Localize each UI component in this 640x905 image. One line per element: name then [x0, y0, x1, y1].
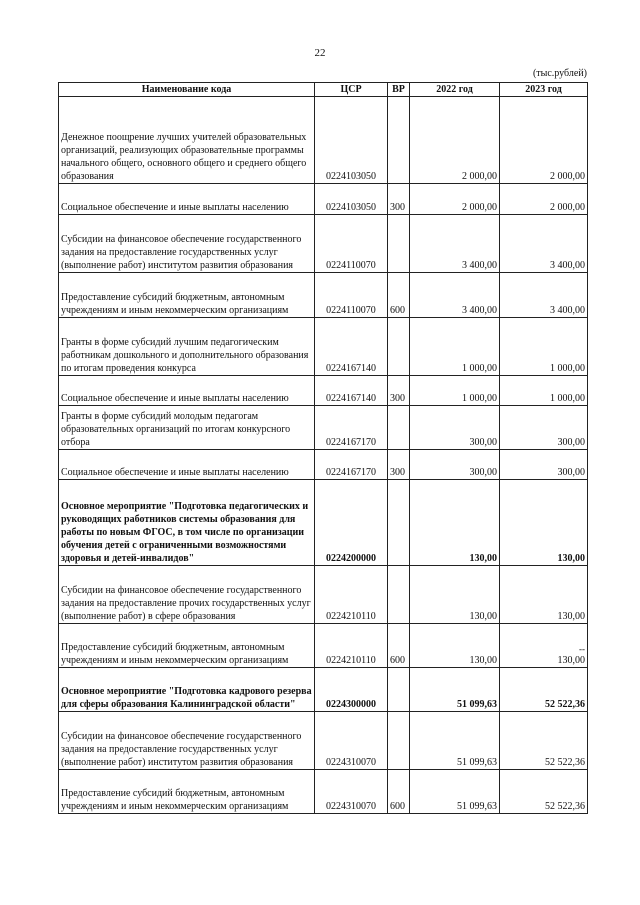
- table-header-row: [59, 83, 588, 97]
- row-csr: 0224110070: [315, 273, 388, 318]
- row-csr: 0224310070: [315, 712, 388, 770]
- header-2022: 2022 год: [410, 83, 500, 97]
- row-vr: 600: [388, 770, 410, 814]
- table-row: [59, 97, 588, 184]
- row-csr: 0224110070: [315, 215, 388, 273]
- row-2022: 1 000,00: [410, 318, 500, 376]
- row-vr: [388, 318, 410, 376]
- header-2023: 2023 год: [500, 83, 588, 97]
- row-2022: 51 099,63: [410, 712, 500, 770]
- row-name: Денежное поощрение лучших учителей образовательных организаций, реализующих образовательные программы начального общего, основного общего и среднего общего образования: [59, 97, 315, 184]
- page-number: 22: [314, 47, 326, 59]
- row-csr: 0224103050: [315, 184, 388, 215]
- row-csr: 0224210110: [315, 566, 388, 624]
- row-name: Субсидии на финансовое обеспечение государственного задания на предоставление государственных услуг (выполнение работ) институтом развития образования: [59, 215, 315, 273]
- row-2022: 1 000,00: [410, 376, 500, 406]
- row-2023: [500, 624, 588, 668]
- row-2023: 52 522,36: [500, 770, 588, 814]
- row-2023: 2 000,00: [500, 97, 588, 184]
- table-row: [59, 712, 588, 770]
- table-row: [59, 770, 588, 814]
- row-2022: 3 400,00: [410, 215, 500, 273]
- table-row: [59, 566, 588, 624]
- row-2023-value: 130,00: [557, 655, 585, 666]
- table-row: [59, 624, 588, 668]
- header-csr: ЦСР: [315, 83, 388, 97]
- row-vr: [388, 566, 410, 624]
- row-2022: 130,00: [410, 624, 500, 668]
- row-name: Предоставление субсидий бюджетным, автономным учреждениям и иным некоммерческим организациям: [59, 624, 315, 668]
- table-row: [59, 273, 588, 318]
- row-2023: 2 000,00: [500, 184, 588, 215]
- row-name: Социальное обеспечение и иные выплаты населению: [59, 376, 315, 406]
- row-vr: [388, 668, 410, 712]
- table-row: [59, 318, 588, 376]
- table-row: [59, 376, 588, 406]
- units-label: (тыс.рублей): [532, 68, 587, 79]
- row-name: Предоставление субсидий бюджетным, автономным учреждениям и иным некоммерческим организациям: [59, 770, 315, 814]
- row-vr: [388, 97, 410, 184]
- row-2023: 3 400,00: [500, 273, 588, 318]
- row-csr: 0224167140: [315, 376, 388, 406]
- row-2022: 51 099,63: [410, 668, 500, 712]
- row-csr: 0224210110: [315, 624, 388, 668]
- row-name: Предоставление субсидий бюджетным, автономным учреждениям и иным некоммерческим организациям: [59, 273, 315, 318]
- row-2022: 3 400,00: [410, 273, 500, 318]
- dash-mark: --: [579, 644, 585, 654]
- row-2022: 130,00: [410, 480, 500, 566]
- row-vr: [388, 712, 410, 770]
- row-name: Субсидии на финансовое обеспечение государственного задания на предоставление государственных услуг (выполнение работ) институтом развития образования: [59, 712, 315, 770]
- table-row: [59, 450, 588, 480]
- row-2023: 3 400,00: [500, 215, 588, 273]
- row-2022: 300,00: [410, 406, 500, 450]
- row-csr: 0224200000: [315, 480, 388, 566]
- header-vr: ВР: [388, 83, 410, 97]
- row-name: Гранты в форме субсидий молодым педагогам образовательных организаций по итогам конкурсного отбора: [59, 406, 315, 450]
- row-2023: 130,00: [500, 566, 588, 624]
- row-name: Основное мероприятие "Подготовка педагогических и руководящих работников системы образования для работы по новым ФГОС, в том числе по организации обучения детей с ограниченными возможностями здоровья и детей-инвалидов": [59, 480, 315, 566]
- row-csr: 0224167140: [315, 318, 388, 376]
- table-row: [59, 184, 588, 215]
- header-name: Наименование кода: [59, 83, 315, 97]
- row-2023: 1 000,00: [500, 376, 588, 406]
- row-vr: 300: [388, 376, 410, 406]
- table-row: [59, 668, 588, 712]
- row-csr: 0224310070: [315, 770, 388, 814]
- row-2023: 300,00: [500, 406, 588, 450]
- table-row: [59, 480, 588, 566]
- row-name: Социальное обеспечение и иные выплаты населению: [59, 450, 315, 480]
- row-name: Гранты в форме субсидий лучшим педагогическим работникам дошкольного и дополнительного образования по итогам проведения конкурса: [59, 318, 315, 376]
- row-vr: [388, 480, 410, 566]
- row-csr: 0224300000: [315, 668, 388, 712]
- table-row: [59, 406, 588, 450]
- row-2023: 300,00: [500, 450, 588, 480]
- row-name: Основное мероприятие "Подготовка кадрового резерва для сферы образования Калининградской области": [59, 668, 315, 712]
- table-row: [59, 215, 588, 273]
- row-2022: 300,00: [410, 450, 500, 480]
- row-2023: 52 522,36: [500, 668, 588, 712]
- row-vr: 600: [388, 624, 410, 668]
- row-csr: 0224103050: [315, 97, 388, 184]
- row-2022: 2 000,00: [410, 184, 500, 215]
- row-vr: 300: [388, 184, 410, 215]
- row-2022: 51 099,63: [410, 770, 500, 814]
- row-name: Социальное обеспечение и иные выплаты населению: [59, 184, 315, 215]
- row-2022: 2 000,00: [410, 97, 500, 184]
- row-csr: 0224167170: [315, 406, 388, 450]
- row-vr: 300: [388, 450, 410, 480]
- row-vr: [388, 215, 410, 273]
- row-name: Субсидии на финансовое обеспечение государственного задания на предоставление прочих государственных услуг (выполнение работ) в сфере образования: [59, 566, 315, 624]
- row-2023: 1 000,00: [500, 318, 588, 376]
- row-csr: 0224167170: [315, 450, 388, 480]
- row-vr: [388, 406, 410, 450]
- row-2023: 52 522,36: [500, 712, 588, 770]
- budget-table: [58, 82, 588, 814]
- row-vr: 600: [388, 273, 410, 318]
- row-2023: 130,00: [500, 480, 588, 566]
- row-2022: 130,00: [410, 566, 500, 624]
